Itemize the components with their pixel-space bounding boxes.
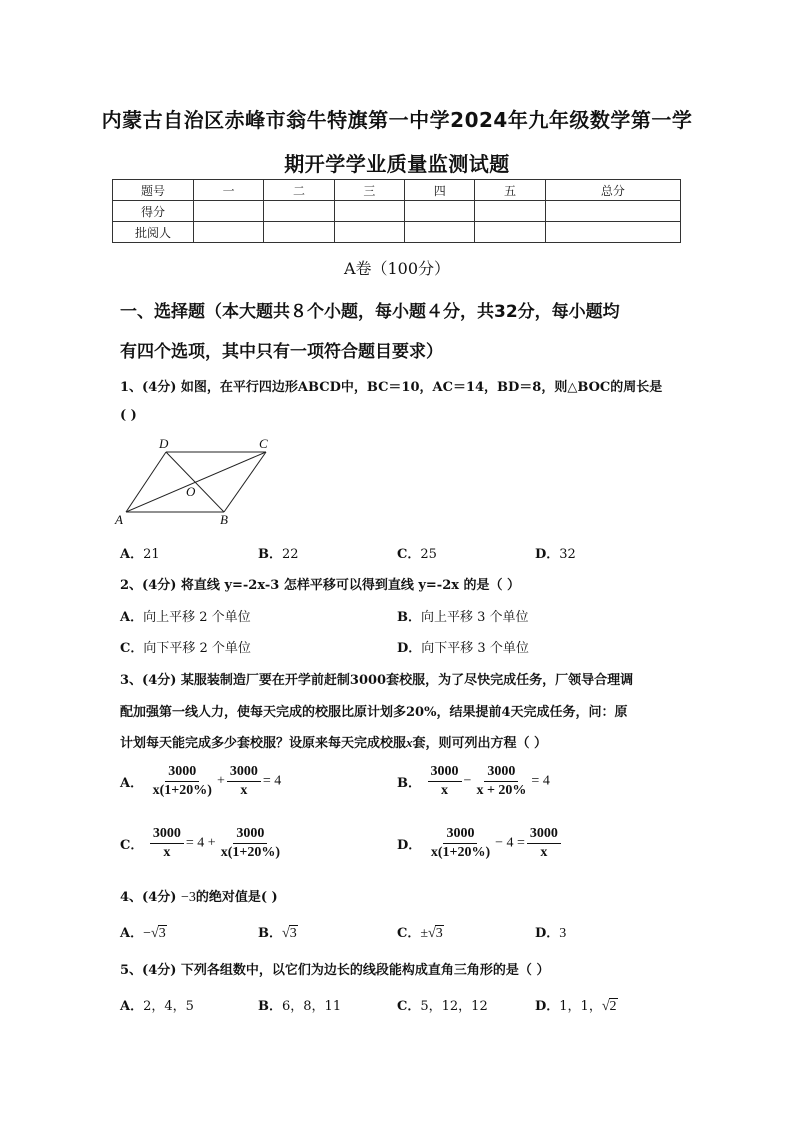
fraction: [150, 826, 184, 861]
option-letter: B．: [258, 926, 282, 941]
fraction-numerator: 3000: [233, 826, 267, 844]
score-header-cell: 题号: [113, 180, 194, 201]
operator: +: [216, 773, 225, 789]
question-3-line2: 配加强第一线人力，使每天完成的校服比原计划多20%，结果提前4天完成任务，问：原: [120, 705, 628, 720]
q4-option-b[interactable]: [258, 922, 298, 942]
option-letter: C．: [120, 838, 144, 853]
score-cell[interactable]: [334, 201, 404, 222]
reviewer-cell[interactable]: [334, 222, 404, 243]
q5-option-d[interactable]: [535, 995, 618, 1015]
option-letter: A．: [120, 547, 144, 562]
vertex-label-d: D: [159, 436, 169, 451]
score-cell[interactable]: [264, 201, 334, 222]
fraction-numerator: 3000: [428, 764, 462, 782]
option-letter: D．: [397, 641, 422, 656]
q4-option-a[interactable]: [120, 922, 167, 942]
radicand: 3: [435, 926, 443, 941]
score-cell[interactable]: [405, 201, 475, 222]
radicand: 3: [289, 926, 297, 941]
radicand: 2: [609, 999, 617, 1014]
equation-tail: = 4: [531, 773, 550, 789]
option-text: 32: [559, 547, 576, 562]
option-text: 向上平移 3 个单位: [421, 610, 529, 625]
option-letter: A．: [120, 776, 144, 791]
option-letter: A．: [120, 999, 144, 1014]
page-title-line1: 内蒙古自治区赤峰市翁牛特旗第一中学2024年九年级数学第一学: [101, 108, 693, 132]
option-math: √3: [282, 926, 297, 941]
option-math: 3: [559, 926, 567, 941]
q3-option-b[interactable]: [397, 764, 550, 799]
option-letter: C．: [120, 641, 144, 656]
q3-line3-text-a: 计划每天能完成多少套校服？设原来每天完成校服: [120, 736, 407, 751]
option-math: √2: [601, 999, 617, 1014]
option-letter: D．: [535, 926, 560, 941]
option-letter: B．: [258, 547, 282, 562]
option-text: 向下平移 3 个单位: [421, 641, 529, 656]
score-cell[interactable]: [545, 201, 680, 222]
fraction-numerator: 3000: [227, 764, 261, 782]
q2-option-b[interactable]: [397, 606, 529, 625]
q4-stem-b: 的绝对值是( ): [195, 890, 278, 905]
option-text: 2，4，5: [143, 999, 194, 1014]
score-row: [113, 201, 681, 222]
fraction-numerator: 3000: [527, 826, 561, 844]
reviewer-cell[interactable]: [194, 222, 264, 243]
fraction: [150, 764, 215, 799]
option-letter: C．: [397, 547, 421, 562]
operator: −: [463, 773, 472, 789]
fraction: [473, 764, 529, 799]
vertex-label-c: C: [259, 436, 268, 451]
fraction-numerator: 3000: [150, 826, 184, 844]
question-3-line3: [120, 732, 547, 751]
question-1-paren: ( ): [120, 408, 137, 423]
reviewer-row-label: 批阅人: [113, 222, 194, 243]
section-heading-line2: 有四个选项，其中只有一项符合题目要求）: [120, 342, 443, 362]
diagonal-bd: [166, 452, 224, 512]
fraction-denominator: x: [441, 783, 449, 798]
fraction-denominator: x: [540, 845, 548, 860]
fraction-denominator: x(1+20%): [430, 845, 491, 860]
q3-variable: x: [406, 735, 413, 750]
option-text: 25: [420, 547, 437, 562]
fraction-denominator: x(1+20%): [152, 783, 212, 798]
score-header-cell: 三: [334, 180, 404, 201]
math-prefix: ±: [420, 926, 429, 941]
fraction: [218, 826, 283, 861]
option-letter: C．: [397, 999, 421, 1014]
q5-option-c[interactable]: [397, 995, 488, 1014]
score-header-cell: 四: [405, 180, 475, 201]
fraction-denominator: x: [163, 845, 171, 860]
option-text: 21: [143, 547, 160, 562]
q1-option-b[interactable]: [258, 543, 299, 562]
operator: = 4 +: [185, 835, 216, 851]
q4-stem-math: −3: [180, 890, 196, 905]
q5-option-a[interactable]: [120, 995, 194, 1014]
reviewer-row: [113, 222, 681, 243]
question-3-line1: 3、(4分) 某服装制造厂要在开学前赶制3000套校服，为了尽快完成任务，厂领导合理调: [120, 673, 634, 688]
q4-stem-a: 4、(4分): [120, 890, 177, 905]
volume-heading: A卷（100分）: [343, 259, 451, 278]
score-header-cell: 五: [475, 180, 545, 201]
option-letter: A．: [120, 610, 144, 625]
question-4-stem: [120, 886, 278, 906]
option-letter: D．: [535, 547, 560, 562]
option-letter: C．: [397, 926, 421, 941]
fraction-numerator: 3000: [484, 764, 518, 782]
fraction-denominator: x(1+20%): [220, 845, 280, 860]
q2-option-c[interactable]: [120, 637, 251, 656]
option-text: 5，12，12: [420, 999, 488, 1014]
q2-option-a[interactable]: [120, 606, 251, 625]
option-text: 1，1，: [559, 999, 602, 1014]
fraction: [428, 764, 462, 799]
vertex-label-a: A: [115, 512, 123, 527]
score-table: [112, 179, 681, 243]
q1-option-c[interactable]: [397, 543, 437, 562]
q4-option-d[interactable]: [535, 922, 566, 942]
score-header-cell: 总分: [545, 180, 680, 201]
reviewer-cell[interactable]: [405, 222, 475, 243]
fraction: [428, 826, 493, 861]
q5-option-b[interactable]: [258, 995, 341, 1014]
option-letter: A．: [120, 926, 144, 941]
option-math: −√3: [143, 926, 166, 941]
fraction: [227, 764, 261, 799]
question-1-stem: 1、(4分) 如图，在平行四边形ABCD中，BC＝10，AC＝14，BD＝8，则△BOC的周长是: [120, 380, 663, 395]
equation-tail: = 4: [262, 773, 282, 789]
page-title-line2: 期开学学业质量监测试题: [284, 152, 510, 176]
q3-option-a[interactable]: [120, 764, 281, 799]
option-text: 22: [282, 547, 299, 562]
question-2-stem: 2、(4分) 将直线 y=-2x-3 怎样平移可以得到直线 y=-2x 的是（ ）: [120, 578, 521, 593]
option-text: 向下平移 2 个单位: [143, 641, 251, 656]
option-letter: D．: [535, 999, 560, 1014]
q3-option-d[interactable]: [397, 826, 563, 861]
center-label-o: O: [186, 484, 196, 499]
fraction-denominator: x + 20%: [476, 783, 527, 798]
score-cell[interactable]: [475, 201, 545, 222]
vertex-label-b: B: [220, 512, 228, 527]
q1-option-a[interactable]: [120, 543, 160, 562]
section-heading-line1: 一、选择题（本大题共８个小题，每小题４分，共32分，每小题均: [120, 302, 620, 322]
option-math: ±√3: [420, 926, 443, 941]
option-letter: D．: [397, 838, 422, 853]
reviewer-cell[interactable]: [264, 222, 334, 243]
score-row-label: 得分: [113, 201, 194, 222]
q2-option-d[interactable]: [397, 637, 529, 656]
fraction-numerator: 3000: [165, 764, 199, 782]
parallelogram-figure: [112, 432, 282, 532]
option-letter: B．: [397, 776, 421, 791]
q3-line3-text-b: 套，则可列出方程（ ）: [412, 736, 548, 751]
option-text: 向上平移 2 个单位: [143, 610, 251, 625]
option-letter: B．: [397, 610, 421, 625]
score-table-header-row: [113, 180, 681, 201]
q4-option-c[interactable]: [397, 922, 444, 942]
math-prefix: −: [143, 926, 151, 941]
fraction-numerator: 3000: [443, 826, 477, 844]
q3-option-c[interactable]: [120, 826, 285, 861]
q1-option-d[interactable]: [535, 543, 576, 562]
fraction-denominator: x: [240, 783, 248, 798]
score-header-cell: 二: [264, 180, 334, 201]
radicand: 3: [158, 926, 166, 941]
option-text: 6，8，11: [282, 999, 342, 1014]
score-header-cell: 一: [194, 180, 264, 201]
reviewer-cell[interactable]: [545, 222, 680, 243]
reviewer-cell[interactable]: [475, 222, 545, 243]
option-letter: B．: [258, 999, 282, 1014]
score-cell[interactable]: [194, 201, 264, 222]
fraction: [527, 826, 561, 861]
question-5-stem: 5、(4分) 下列各组数中，以它们为边长的线段能构成直角三角形的是（ ）: [120, 963, 550, 978]
operator: − 4 =: [495, 835, 525, 851]
